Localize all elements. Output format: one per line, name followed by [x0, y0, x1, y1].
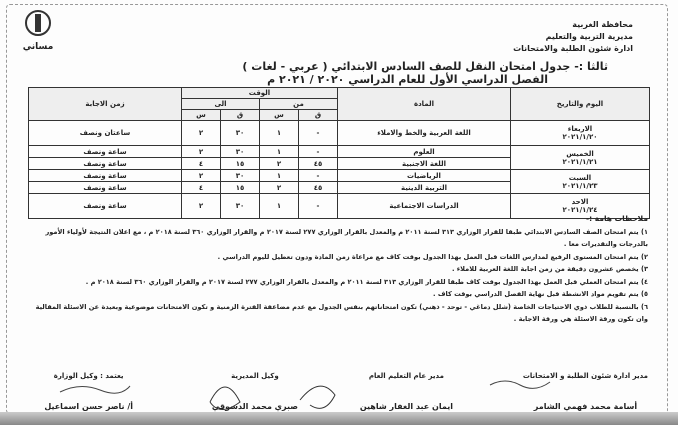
signature-name: ايمان عبد الغفار شاهين: [359, 402, 453, 411]
cell-duration: ساعة ونصف: [29, 146, 182, 158]
ministry-logo: [20, 8, 56, 52]
cell-day-date: [511, 121, 650, 146]
cell-from-h: ١: [260, 170, 299, 182]
cell-to-h: ٤: [182, 182, 221, 194]
header-from: من: [260, 99, 338, 110]
cell-duration: ساعتان ونصف: [29, 121, 182, 146]
day: الاربعاء: [567, 125, 593, 133]
cell-subject: اللغة الاجنبية: [338, 158, 511, 170]
signature-name: أسامة محمد فهمي الشامر: [533, 402, 638, 411]
date: ٢٠٢١/١/٢٠: [562, 133, 598, 141]
cell-subject: الدراسات الاجتماعية: [338, 194, 511, 219]
cell-from-m: -: [299, 194, 338, 219]
cell-to-m: ١٥: [221, 158, 260, 170]
cell-from-m: -: [299, 146, 338, 158]
date: ٢٠٢١/١/٢١: [562, 157, 598, 166]
directorate: مديرية التربية والتعليم: [545, 32, 633, 41]
governorate: محافظة الغربية: [572, 20, 633, 29]
note-item: ١) يتم امتحان الصف السادس الابتدائي طبقا للقرار الوزاري ٣١٣ لسنة ٢٠١١ م والمعدل بالقرار الوزاري ٢٧٧ لسنة ٢٠١٧ م والقرار الوزاري ٣٦٠ لسنة ٢٠١٨ م ، مع اعلان النتيجة لأولياء الأمور بالدرجات والتقديرات معا .: [45, 227, 648, 248]
notes-section: [28, 213, 648, 326]
cell-duration: ساعة ونصف: [29, 194, 182, 219]
cell-subject: العلوم: [338, 146, 511, 158]
cell-subject: اللغة العربية والخط والاملاء: [338, 121, 511, 146]
cell-from-h: ٢: [260, 158, 299, 170]
signature-title: مدير ادارة شئون الطلبة و الامتحانات: [522, 372, 648, 380]
cell-to-m: ٣٠: [221, 194, 260, 219]
cell-to-m: ١٥: [221, 182, 260, 194]
cell-to-h: ٤: [182, 158, 221, 170]
day: السبت: [568, 173, 592, 182]
header-from-minute: ق: [299, 110, 338, 121]
cell-subject: التربية الدينية: [338, 182, 511, 194]
header-time: الوقت: [182, 88, 338, 99]
cell-duration: ساعة ونصف: [29, 182, 182, 194]
cell-duration: ساعة ونصف: [29, 158, 182, 170]
header-to-minute: ق: [221, 110, 260, 121]
cell-to-h: ٢: [182, 170, 221, 182]
note-item: ٤) يتم امتحان العملي قبل العمل بهذا الجدول بوقت كاف طبقا للقرار الوزاري ٣١٣ لسنة ٢٠١١ م والمعدل بالقرار الوزاري ٢٧٧ لسنة ٢٠١٧ م والقرار الوزاري ٣٦٠ لسنة ٢٠١٨ م .: [85, 277, 648, 286]
handwritten-signatures: [0, 370, 678, 415]
cell-from-h: ١: [260, 146, 299, 158]
note-item: ٦) بالنسبة للطلاب ذوي الاحتياجات الخاصة (شلل دماغي - توحد - ذهني) تكون امتحاناتهم بنفس الجدول مع عدم مضاعفة الفترة الزمنية و تكون الامتحانات موضوعية وبعيدة عن الاسئلة المقالية وان تكون ورقة الاسئلة هي ورقة الاجابة .: [35, 302, 648, 323]
cell-from-h: ٢: [260, 182, 299, 194]
table-row: [29, 121, 650, 146]
cell-subject: الرياضيات: [338, 170, 511, 182]
signature-title: وكيل المديرية: [231, 372, 279, 380]
cell-to-m: ٣٠: [221, 170, 260, 182]
header-duration: زمن الاجابة: [29, 88, 182, 121]
table-row: [29, 146, 650, 158]
day: الاحد: [571, 198, 589, 206]
table-row: [29, 170, 650, 182]
signature-title: مدير عام التعليم العام: [368, 372, 444, 380]
cell-to-h: ٢: [182, 194, 221, 219]
logo-text: مساني: [22, 42, 54, 52]
cell-duration: ساعة ونصف: [29, 170, 182, 182]
cell-from-m: -: [299, 170, 338, 182]
document-title: ثالثا :- جدول امتحان النقل للصف السادس الابتدائي ( عربي - لغات ): [242, 60, 608, 73]
cell-day-date: [511, 170, 650, 194]
cell-from-h: ١: [260, 194, 299, 219]
header-to: الى: [182, 99, 260, 110]
notes-heading: ملاحظات هامة :-: [586, 214, 648, 223]
scan-edge: [0, 412, 678, 425]
cell-to-h: ٢: [182, 146, 221, 158]
cell-to-h: ٢: [182, 121, 221, 146]
cell-to-m: ٣٠: [221, 146, 260, 158]
cell-to-m: ٣٠: [221, 121, 260, 146]
note-item: ٢) يتم امتحان المستوى الرفيع لمدارس اللغات قبل العمل بهذا الجدول بوقت كاف مع مراعاة زمن المادة ودون تعطيل لليوم الدراسي .: [217, 252, 648, 261]
day: الخميس: [566, 149, 594, 158]
cell-from-m: ٤٥: [299, 158, 338, 170]
document-subtitle: الفصل الدراسي الأول للعام الدراسي ٢٠٢٠ / ٢٠٢١ م: [267, 73, 548, 86]
date: ٢٠٢١/١/٢٤: [562, 206, 598, 214]
note-item: ٣) يخصص عشرون دقيقة من زمن اجابة اللغة العربية للاملاء .: [451, 265, 648, 273]
header-subject: المادة: [338, 88, 511, 121]
logo-emblem-icon: [23, 8, 53, 38]
cell-from-h: ١: [260, 121, 299, 146]
exam-table: [28, 87, 650, 219]
cell-from-m: ٤٥: [299, 182, 338, 194]
header-from-hour: س: [260, 110, 299, 121]
header-to-hour: س: [182, 110, 221, 121]
cell-day-date: [511, 146, 650, 170]
signature-name: صبري محمد الدسوقي: [211, 402, 298, 411]
cell-from-m: -: [299, 121, 338, 146]
date: ٢٠٢١/١/٢٣: [562, 181, 598, 190]
signature-name: أ/ ناصر حسن اسماعيل: [44, 402, 133, 411]
department: ادارة شئون الطلبة والامتحانات: [513, 44, 633, 53]
header-day-date: اليوم والتاريخ: [511, 88, 650, 121]
signature-title: يعتمد : وكيل الوزارة: [53, 372, 124, 380]
note-item: ٥) يتم تقويم مواد الانشطة قبل نهاية الفصل الدراسي بوقت كاف .: [433, 290, 648, 298]
